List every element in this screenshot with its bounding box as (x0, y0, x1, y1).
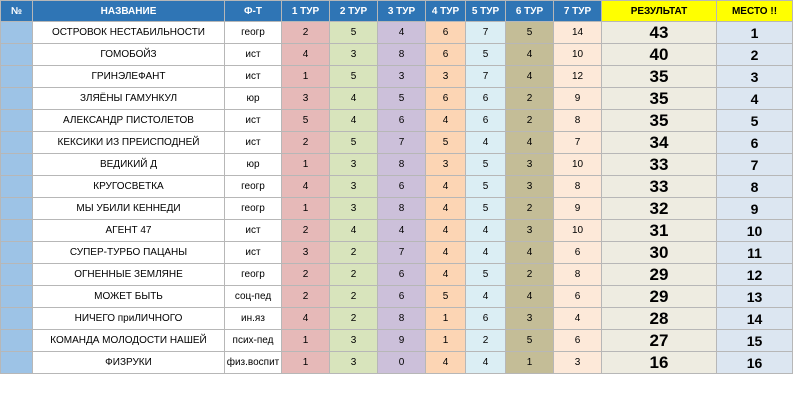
tour-5-score-cell: 4 (466, 132, 506, 154)
table-row (1, 22, 793, 44)
col-header-number: № (1, 1, 33, 22)
tour-3-score-cell: 4 (378, 22, 426, 44)
table-row (1, 330, 793, 352)
table-row (1, 264, 793, 286)
tour-3-score-cell: 6 (378, 176, 426, 198)
place-cell: 12 (717, 264, 793, 286)
row-number-cell (1, 66, 33, 88)
tour-6-score-cell: 3 (506, 176, 554, 198)
tour-5-score-cell: 5 (466, 176, 506, 198)
team-name-cell: ОГНЕННЫЕ ЗЕМЛЯНЕ (33, 264, 225, 286)
team-name-cell: НИЧЕГО приЛИЧНОГО (33, 308, 225, 330)
tour-6-score-cell: 5 (506, 330, 554, 352)
tour-4-score-cell: 3 (426, 154, 466, 176)
tour-2-score-cell: 4 (330, 220, 378, 242)
tour-7-score-cell: 12 (554, 66, 602, 88)
col-header-tour-7: 7 ТУР (554, 1, 602, 22)
tour-1-score-cell: 4 (282, 176, 330, 198)
tour-4-score-cell: 3 (426, 66, 466, 88)
tour-2-score-cell: 3 (330, 154, 378, 176)
table-row (1, 286, 793, 308)
table-row (1, 154, 793, 176)
tour-3-score-cell: 6 (378, 286, 426, 308)
faculty-cell: юр (225, 154, 282, 176)
tour-5-score-cell: 5 (466, 264, 506, 286)
tour-5-score-cell: 4 (466, 352, 506, 374)
tour-3-score-cell: 8 (378, 308, 426, 330)
tour-1-score-cell: 2 (282, 286, 330, 308)
tour-3-score-cell: 5 (378, 88, 426, 110)
team-name-cell: СУПЕР-ТУРБО ПАЦАНЫ (33, 242, 225, 264)
tour-3-score-cell: 8 (378, 198, 426, 220)
place-cell: 11 (717, 242, 793, 264)
tour-1-score-cell: 2 (282, 132, 330, 154)
tour-5-score-cell: 6 (466, 308, 506, 330)
row-number-cell (1, 154, 33, 176)
team-name-cell: КЕКСИКИ ИЗ ПРЕИСПОДНЕЙ (33, 132, 225, 154)
table-row (1, 44, 793, 66)
faculty-cell: ист (225, 66, 282, 88)
result-cell: 32 (602, 198, 717, 220)
tour-7-score-cell: 6 (554, 330, 602, 352)
faculty-cell: ист (225, 110, 282, 132)
row-number-cell (1, 330, 33, 352)
col-header-tour-2: 2 ТУР (330, 1, 378, 22)
tour-4-score-cell: 4 (426, 110, 466, 132)
team-name-cell: ГОМОБОЙЗ (33, 44, 225, 66)
tour-7-score-cell: 14 (554, 22, 602, 44)
result-cell: 33 (602, 176, 717, 198)
team-name-cell: АГЕНТ 47 (33, 220, 225, 242)
tour-6-score-cell: 2 (506, 264, 554, 286)
tour-1-score-cell: 5 (282, 110, 330, 132)
tour-6-score-cell: 1 (506, 352, 554, 374)
faculty-cell: ист (225, 220, 282, 242)
tour-5-score-cell: 5 (466, 198, 506, 220)
tour-6-score-cell: 4 (506, 132, 554, 154)
faculty-cell: соц-пед (225, 286, 282, 308)
table-row (1, 110, 793, 132)
team-name-cell: ВЕДИКИЙ Д (33, 154, 225, 176)
col-header-name: НАЗВАНИЕ (33, 1, 225, 22)
tour-1-score-cell: 2 (282, 220, 330, 242)
tour-7-score-cell: 3 (554, 352, 602, 374)
tour-3-score-cell: 7 (378, 132, 426, 154)
result-cell: 29 (602, 264, 717, 286)
tour-7-score-cell: 8 (554, 264, 602, 286)
tour-6-score-cell: 3 (506, 220, 554, 242)
tour-7-score-cell: 6 (554, 242, 602, 264)
row-number-cell (1, 242, 33, 264)
tour-7-score-cell: 6 (554, 286, 602, 308)
tour-7-score-cell: 8 (554, 110, 602, 132)
tour-6-score-cell: 3 (506, 308, 554, 330)
tour-4-score-cell: 4 (426, 220, 466, 242)
place-cell: 8 (717, 176, 793, 198)
tour-4-score-cell: 5 (426, 132, 466, 154)
tour-7-score-cell: 4 (554, 308, 602, 330)
team-name-cell: МОЖЕТ БЫТЬ (33, 286, 225, 308)
faculty-cell: псих-пед (225, 330, 282, 352)
tour-1-score-cell: 1 (282, 198, 330, 220)
tour-5-score-cell: 5 (466, 44, 506, 66)
team-name-cell: МЫ УБИЛИ КЕННЕДИ (33, 198, 225, 220)
result-cell: 40 (602, 44, 717, 66)
faculty-cell: геогр (225, 264, 282, 286)
header-row (1, 1, 793, 22)
tour-2-score-cell: 2 (330, 286, 378, 308)
tour-6-score-cell: 4 (506, 66, 554, 88)
tour-4-score-cell: 4 (426, 352, 466, 374)
tour-5-score-cell: 6 (466, 88, 506, 110)
faculty-cell: геогр (225, 198, 282, 220)
place-cell: 1 (717, 22, 793, 44)
result-cell: 29 (602, 286, 717, 308)
col-header-tour-1: 1 ТУР (282, 1, 330, 22)
tour-1-score-cell: 3 (282, 88, 330, 110)
tour-5-score-cell: 4 (466, 220, 506, 242)
table-row (1, 66, 793, 88)
result-cell: 34 (602, 132, 717, 154)
table-row (1, 132, 793, 154)
table-row (1, 198, 793, 220)
tour-4-score-cell: 4 (426, 198, 466, 220)
tour-5-score-cell: 4 (466, 242, 506, 264)
result-cell: 28 (602, 308, 717, 330)
tour-4-score-cell: 6 (426, 22, 466, 44)
col-header-result: РЕЗУЛЬТАТ (602, 1, 717, 22)
tour-5-score-cell: 6 (466, 110, 506, 132)
tour-5-score-cell: 5 (466, 154, 506, 176)
team-name-cell: ГРИНЭЛЕФАНТ (33, 66, 225, 88)
tour-3-score-cell: 8 (378, 154, 426, 176)
tour-2-score-cell: 2 (330, 242, 378, 264)
result-cell: 35 (602, 88, 717, 110)
result-cell: 33 (602, 154, 717, 176)
row-number-cell (1, 198, 33, 220)
tour-1-score-cell: 4 (282, 44, 330, 66)
row-number-cell (1, 110, 33, 132)
tour-4-score-cell: 1 (426, 308, 466, 330)
tour-3-score-cell: 9 (378, 330, 426, 352)
col-header-tour-3: 3 ТУР (378, 1, 426, 22)
tour-2-score-cell: 2 (330, 264, 378, 286)
team-name-cell: КРУГОСВЕТКА (33, 176, 225, 198)
tour-7-score-cell: 8 (554, 176, 602, 198)
place-cell: 13 (717, 286, 793, 308)
table-row (1, 176, 793, 198)
col-header-faculty: Ф-Т (225, 1, 282, 22)
tour-1-score-cell: 1 (282, 352, 330, 374)
team-name-cell: АЛЕКСАНДР ПИСТОЛЕТОВ (33, 110, 225, 132)
tour-6-score-cell: 2 (506, 198, 554, 220)
tour-6-score-cell: 2 (506, 110, 554, 132)
result-cell: 27 (602, 330, 717, 352)
tour-2-score-cell: 3 (330, 44, 378, 66)
tour-4-score-cell: 4 (426, 176, 466, 198)
tour-1-score-cell: 1 (282, 330, 330, 352)
place-cell: 6 (717, 132, 793, 154)
place-cell: 9 (717, 198, 793, 220)
tour-3-score-cell: 3 (378, 66, 426, 88)
table-row (1, 308, 793, 330)
row-number-cell (1, 352, 33, 374)
faculty-cell: физ.воспит (225, 352, 282, 374)
tour-4-score-cell: 5 (426, 286, 466, 308)
result-cell: 16 (602, 352, 717, 374)
table-row (1, 242, 793, 264)
tour-6-score-cell: 3 (506, 154, 554, 176)
tour-2-score-cell: 3 (330, 352, 378, 374)
tour-7-score-cell: 9 (554, 198, 602, 220)
tour-7-score-cell: 10 (554, 220, 602, 242)
row-number-cell (1, 308, 33, 330)
tour-2-score-cell: 5 (330, 132, 378, 154)
faculty-cell: геогр (225, 176, 282, 198)
tour-5-score-cell: 7 (466, 22, 506, 44)
tour-3-score-cell: 4 (378, 220, 426, 242)
col-header-place: МЕСТО !! (717, 1, 793, 22)
tour-2-score-cell: 4 (330, 110, 378, 132)
faculty-cell: ист (225, 44, 282, 66)
team-name-cell: КОМАНДА МОЛОДОСТИ НАШЕЙ (33, 330, 225, 352)
faculty-cell: ист (225, 132, 282, 154)
team-name-cell: ФИЗРУКИ (33, 352, 225, 374)
tour-5-score-cell: 2 (466, 330, 506, 352)
result-cell: 43 (602, 22, 717, 44)
row-number-cell (1, 22, 33, 44)
tour-3-score-cell: 6 (378, 264, 426, 286)
place-cell: 2 (717, 44, 793, 66)
tour-3-score-cell: 7 (378, 242, 426, 264)
place-cell: 14 (717, 308, 793, 330)
tour-2-score-cell: 5 (330, 66, 378, 88)
tour-7-score-cell: 9 (554, 88, 602, 110)
tour-2-score-cell: 3 (330, 330, 378, 352)
tour-6-score-cell: 5 (506, 22, 554, 44)
faculty-cell: ин.яз (225, 308, 282, 330)
col-header-tour-6: 6 ТУР (506, 1, 554, 22)
place-cell: 16 (717, 352, 793, 374)
tour-1-score-cell: 2 (282, 264, 330, 286)
tour-5-score-cell: 7 (466, 66, 506, 88)
tour-2-score-cell: 2 (330, 308, 378, 330)
tour-7-score-cell: 10 (554, 44, 602, 66)
col-header-tour-5: 5 ТУР (466, 1, 506, 22)
tour-1-score-cell: 1 (282, 154, 330, 176)
place-cell: 15 (717, 330, 793, 352)
tour-1-score-cell: 2 (282, 22, 330, 44)
result-cell: 31 (602, 220, 717, 242)
tour-1-score-cell: 1 (282, 66, 330, 88)
faculty-cell: юр (225, 88, 282, 110)
place-cell: 7 (717, 154, 793, 176)
row-number-cell (1, 88, 33, 110)
tour-5-score-cell: 4 (466, 286, 506, 308)
result-cell: 30 (602, 242, 717, 264)
table-row (1, 88, 793, 110)
table-body (1, 22, 793, 374)
team-name-cell: ОСТРОВОК НЕСТАБИЛЬНОСТИ (33, 22, 225, 44)
tour-6-score-cell: 4 (506, 286, 554, 308)
table-row (1, 220, 793, 242)
tour-7-score-cell: 10 (554, 154, 602, 176)
tour-4-score-cell: 4 (426, 242, 466, 264)
tour-4-score-cell: 6 (426, 88, 466, 110)
place-cell: 10 (717, 220, 793, 242)
tour-6-score-cell: 2 (506, 88, 554, 110)
tour-2-score-cell: 4 (330, 88, 378, 110)
row-number-cell (1, 176, 33, 198)
tour-7-score-cell: 7 (554, 132, 602, 154)
tour-1-score-cell: 4 (282, 308, 330, 330)
tour-2-score-cell: 5 (330, 22, 378, 44)
tour-4-score-cell: 4 (426, 264, 466, 286)
tour-6-score-cell: 4 (506, 242, 554, 264)
tour-2-score-cell: 3 (330, 176, 378, 198)
tour-6-score-cell: 4 (506, 44, 554, 66)
tour-4-score-cell: 1 (426, 330, 466, 352)
tour-2-score-cell: 3 (330, 198, 378, 220)
place-cell: 4 (717, 88, 793, 110)
faculty-cell: ист (225, 242, 282, 264)
tour-4-score-cell: 6 (426, 44, 466, 66)
row-number-cell (1, 286, 33, 308)
tour-3-score-cell: 6 (378, 110, 426, 132)
tour-1-score-cell: 3 (282, 242, 330, 264)
row-number-cell (1, 132, 33, 154)
row-number-cell (1, 220, 33, 242)
col-header-tour-4: 4 ТУР (426, 1, 466, 22)
tour-3-score-cell: 8 (378, 44, 426, 66)
faculty-cell: геогр (225, 22, 282, 44)
place-cell: 5 (717, 110, 793, 132)
team-name-cell: ЗЛЯЁНЫ ГАМУНКУЛ (33, 88, 225, 110)
tour-3-score-cell: 0 (378, 352, 426, 374)
table-row (1, 352, 793, 374)
result-cell: 35 (602, 66, 717, 88)
result-cell: 35 (602, 110, 717, 132)
place-cell: 3 (717, 66, 793, 88)
row-number-cell (1, 44, 33, 66)
row-number-cell (1, 264, 33, 286)
